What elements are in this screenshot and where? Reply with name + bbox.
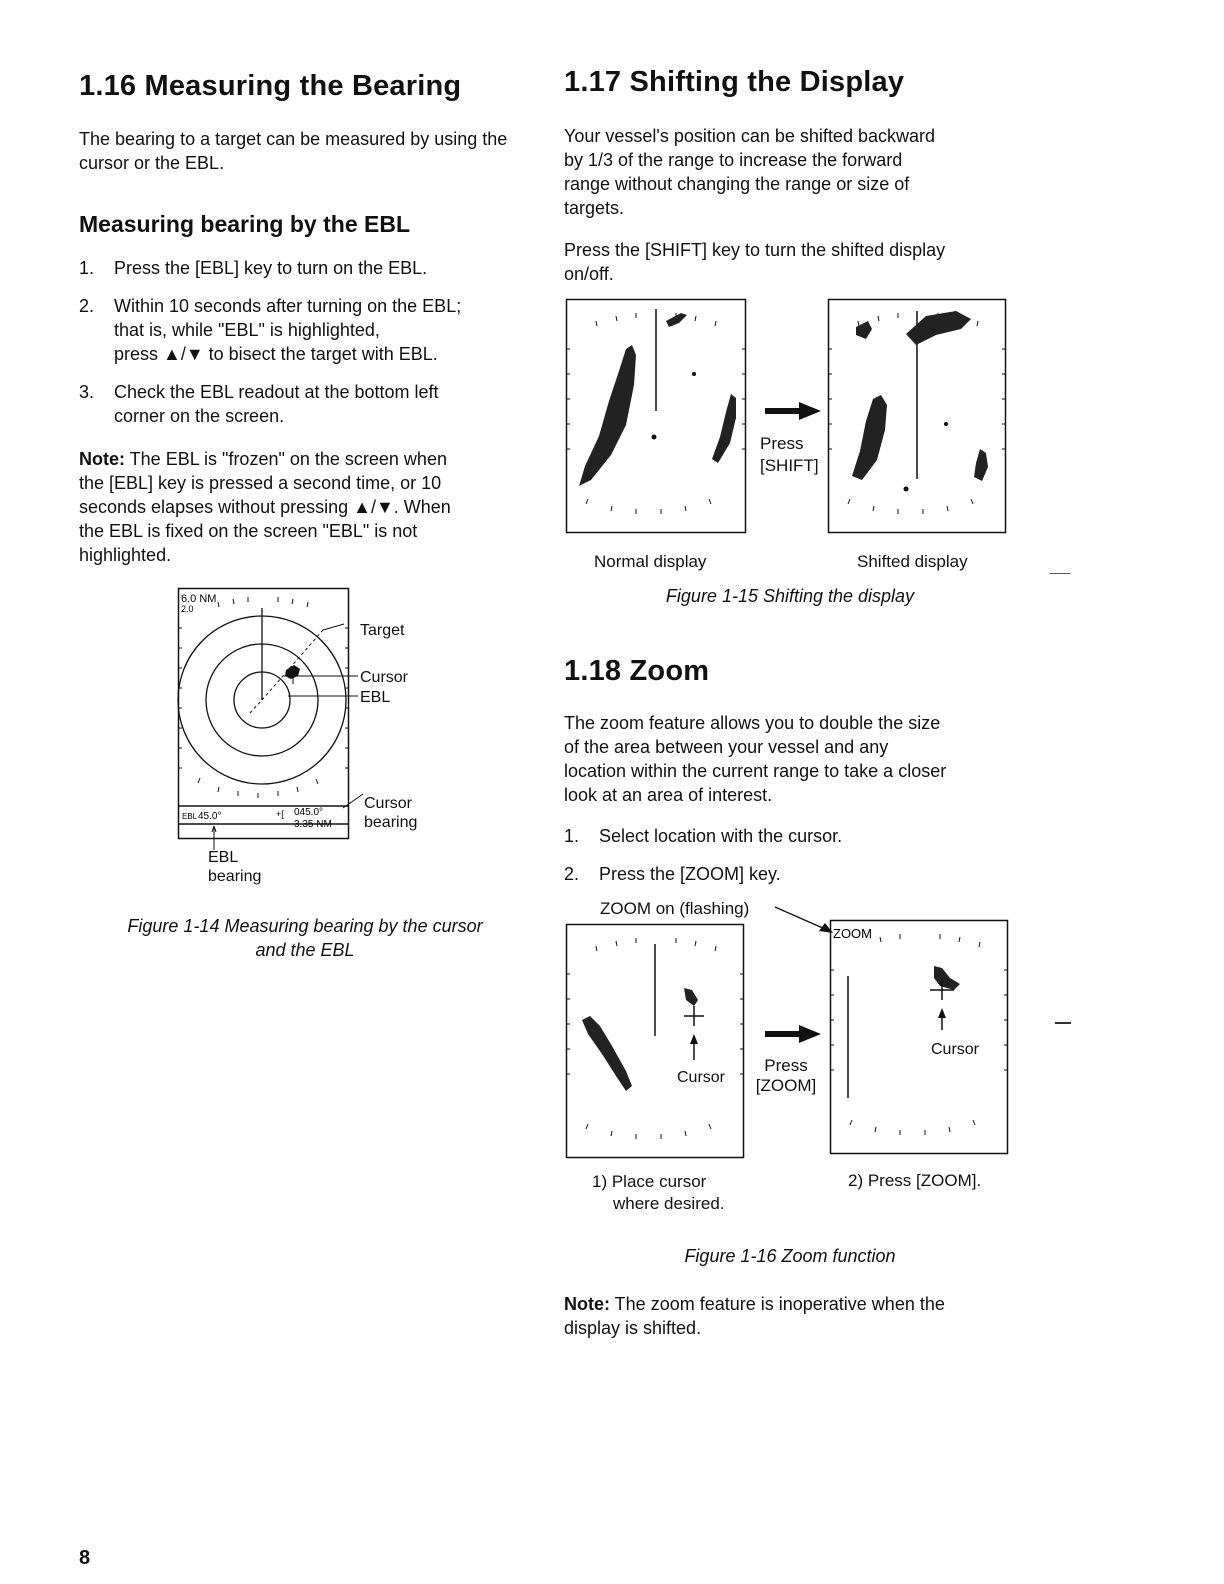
radar-zoom-after	[830, 920, 1008, 1154]
caption-line: and the EBL	[255, 940, 355, 960]
label-target: Target	[360, 622, 405, 639]
paragraph-line: look at an area of interest.	[564, 785, 773, 805]
label-cursor-bearing	[364, 794, 417, 832]
label-ebl: EBL	[360, 689, 391, 706]
step-number: 2.	[564, 864, 580, 884]
label-line: bearing	[364, 814, 418, 831]
press-zoom-label	[754, 1056, 818, 1096]
subheading-ebl: Measuring bearing by the EBL	[79, 211, 410, 237]
list-item	[79, 294, 539, 366]
margin-mark	[1055, 1022, 1071, 1024]
paragraph-line: Your vessel's position can be shifted backward	[564, 126, 935, 146]
paragraph-line: range without changing the range or size of	[564, 174, 910, 194]
paragraph-line: targets.	[564, 198, 625, 218]
zoom-intro	[564, 711, 1034, 807]
radar-normal-display	[566, 299, 746, 533]
label-line: Press	[760, 434, 804, 453]
radar-shifted-display	[828, 299, 1006, 533]
caption-line: Figure 1-14 Measuring bearing by the cursor	[127, 916, 483, 936]
paragraph-line: The zoom feature allows you to double the size	[564, 713, 941, 733]
shift-intro	[564, 124, 1024, 220]
note-text: display is shifted.	[564, 1318, 702, 1338]
cursor-label-before: Cursor	[677, 1069, 726, 1086]
paragraph-line: location within the current range to take a closer	[564, 761, 947, 781]
note-ebl	[79, 447, 539, 567]
note-text: The zoom feature is inoperative when the	[610, 1294, 945, 1314]
intro-paragraph	[79, 127, 519, 175]
paragraph-line: Press the [SHIFT] key to turn the shifted display	[564, 240, 946, 260]
press-shift-label	[760, 433, 819, 477]
step-number: 2.	[79, 296, 95, 316]
paragraph-line: on/off.	[564, 264, 614, 284]
ebl-readout-prefix: EBL	[182, 812, 198, 821]
zoom-step1-label	[592, 1171, 725, 1215]
note-label: Note:	[564, 1294, 610, 1314]
label-line: Cursor	[364, 795, 413, 812]
label-line: Press	[764, 1056, 808, 1075]
note-zoom	[564, 1292, 1034, 1340]
zoom-step2-label: 2) Press [ZOOM].	[848, 1171, 982, 1190]
note-text: The EBL is "frozen" on the screen when	[125, 449, 447, 469]
step-number: 1.	[79, 258, 95, 278]
figure-caption-1-16: Figure 1-16 Zoom function	[684, 1246, 896, 1266]
zoom-indicator: ZOOM	[833, 926, 872, 941]
label-line: 1) Place cursor	[592, 1172, 707, 1191]
label-ebl-bearing	[208, 848, 261, 886]
zoom-on-arrow	[775, 905, 835, 937]
figure-caption-1-14	[80, 914, 530, 962]
step-text: Select location with the cursor.	[599, 826, 843, 846]
label-line: EBL	[208, 849, 239, 866]
step-number: 1.	[564, 826, 580, 846]
paragraph-line: of the area between your vessel and any	[564, 737, 889, 757]
label-line: [ZOOM]	[755, 1076, 817, 1095]
label-line: bearing	[208, 868, 262, 885]
list-item	[79, 380, 539, 428]
heading-shifting-display: 1.17 Shifting the Display	[564, 66, 905, 98]
step-text: press ▲/▼ to bisect the target with EBL.	[114, 344, 438, 364]
step-text: Within 10 seconds after turning on the EBL;	[114, 296, 462, 316]
step-text: Press the [ZOOM] key.	[599, 864, 781, 884]
step-number: 3.	[79, 382, 95, 402]
label-normal-display: Normal display	[594, 552, 707, 571]
step-text: Check the EBL readout at the bottom left	[114, 382, 439, 402]
label-line: [SHIFT]	[760, 456, 819, 475]
step-text: that is, while "EBL" is highlighted,	[114, 320, 380, 340]
figure-caption-1-15: Figure 1-15 Shifting the display	[665, 586, 915, 606]
figure-ebl-radar	[178, 588, 350, 840]
cursor-label-after: Cursor	[931, 1041, 980, 1058]
radar-zoom-before	[566, 924, 744, 1158]
note-text: seconds elapses without pressing ▲/▼. When	[79, 497, 451, 517]
step-text: corner on the screen.	[114, 406, 285, 426]
heading-measuring-bearing: 1.16 Measuring the Bearing	[79, 70, 462, 102]
cursor-range-readout: 3.35 NM	[294, 819, 332, 830]
ring-interval-readout: 2.0	[181, 604, 194, 614]
label-line: where desired.	[613, 1194, 725, 1213]
zoom-on-label: ZOOM on (flashing)	[600, 899, 750, 918]
note-text: the EBL is fixed on the screen "EBL" is not	[79, 521, 418, 541]
label-cursor: Cursor	[360, 669, 409, 686]
page-number: 8	[79, 1547, 91, 1569]
label-shifted-display: Shifted display	[857, 552, 968, 571]
intro-text: The bearing to a target can be measured by using the cursor or the EBL.	[79, 129, 508, 173]
cursor-bearing-readout: 045.0°	[294, 807, 324, 818]
ebl-readout-value: 45.0°	[198, 811, 222, 822]
step-text: Press the [EBL] key to turn on the EBL.	[114, 258, 428, 278]
note-text: highlighted.	[79, 545, 172, 565]
zoom-arrow	[765, 1023, 821, 1045]
shift-press-paragraph	[564, 238, 1024, 286]
shift-arrow	[765, 400, 821, 422]
heading-zoom: 1.18 Zoom	[564, 655, 710, 687]
cursor-symbol: +[	[276, 809, 284, 819]
range-readout: 6.0 NM	[181, 593, 217, 605]
margin-mark	[1050, 573, 1070, 574]
note-label: Note:	[79, 449, 125, 469]
paragraph-line: by 1/3 of the range to increase the forward	[564, 150, 903, 170]
note-text: the [EBL] key is pressed a second time, or 10	[79, 473, 442, 493]
